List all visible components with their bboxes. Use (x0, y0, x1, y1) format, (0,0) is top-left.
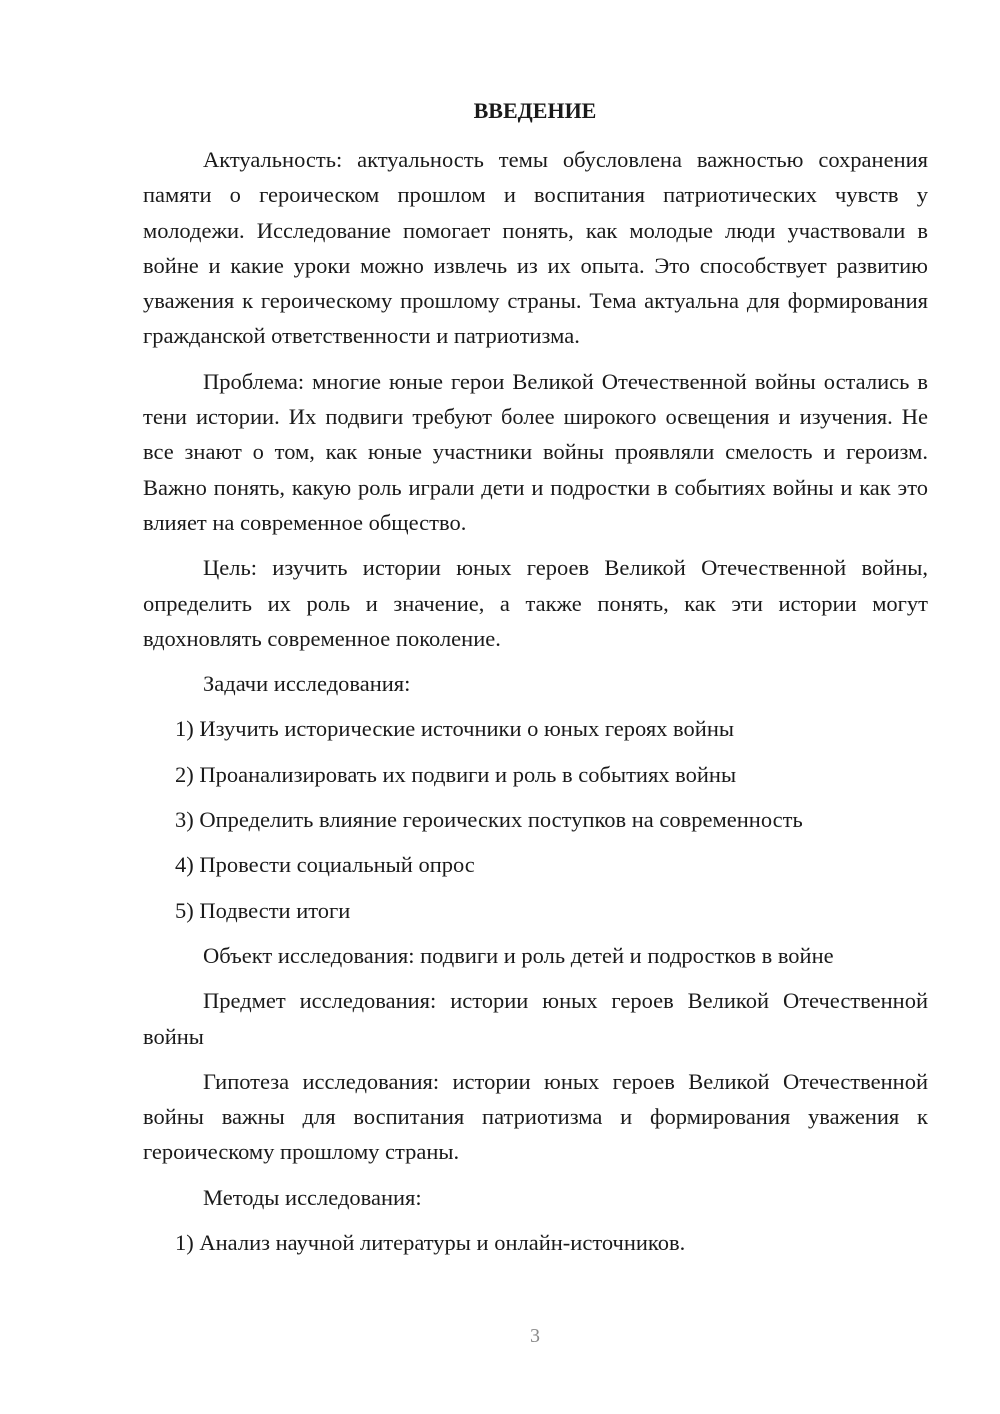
task-item-2: 2) Проанализировать их подвиги и роль в событиях войны (175, 761, 737, 787)
task-item-4: 4) Провести социальный опрос (175, 852, 475, 878)
object-paragraph: Объект исследования: подвиги и роль детей и подростков в войне (203, 942, 834, 968)
methods-heading: Методы исследования: (203, 1184, 422, 1210)
hypothesis-paragraph: Гипотеза исследования: истории юных героев Великой Отечественной войны важны для воспитания патриотизма и формирования уважения к героическому прошлому страны. (143, 1068, 928, 1165)
methods-list (143, 1225, 928, 1260)
subject-paragraph: Предмет исследования: истории юных героев Великой Отечественной войны (143, 988, 928, 1049)
method-item-1: 1) Анализ научной литературы и онлайн-источников. (175, 1230, 686, 1256)
body-text (143, 142, 928, 1270)
task-item-1: 1) Изучить исторические источники о юных героях войны (175, 716, 734, 742)
section-heading: ВВЕДЕНИЕ (473, 98, 597, 123)
page-number: 3 (530, 1325, 540, 1347)
goal-paragraph: Цель: изучить истории юных героев Великой Отечественной войны, определить их роль и значение, а также понять, как эти истории могут вдохновлять современное поколение. (143, 555, 928, 651)
tasks-heading: Задачи исследования: (203, 671, 411, 697)
task-item-3: 3) Определить влияние героических поступков на современность (175, 807, 803, 833)
tasks-list (143, 711, 928, 927)
task-item-5: 5) Подвести итоги (175, 897, 351, 923)
relevance-paragraph: Актуальность: актуальность темы обусловлена важностью сохранения памяти о героическом прошлом и воспитания патриотических чувств у молодежи. Исследование помогает понять, как молодые люди участвовали в войне и какие уроки можно извлечь из их опыта. Это способствует развитию уважения к героическому прошлому страны. Тема актуальна для формирования гражданской ответственности и патриотизма. (143, 147, 928, 349)
problem-paragraph: Проблема: многие юные герои Великой Отечественной войны остались в тени истории. Их подвиги требуют более широкого освещения и изучения. Не все знают о том, как юные участники войны проявляли смелость и героизм. Важно понять, какую роль играли дети и подростки в событиях войны и как это влияет на современное общество. (143, 368, 928, 535)
